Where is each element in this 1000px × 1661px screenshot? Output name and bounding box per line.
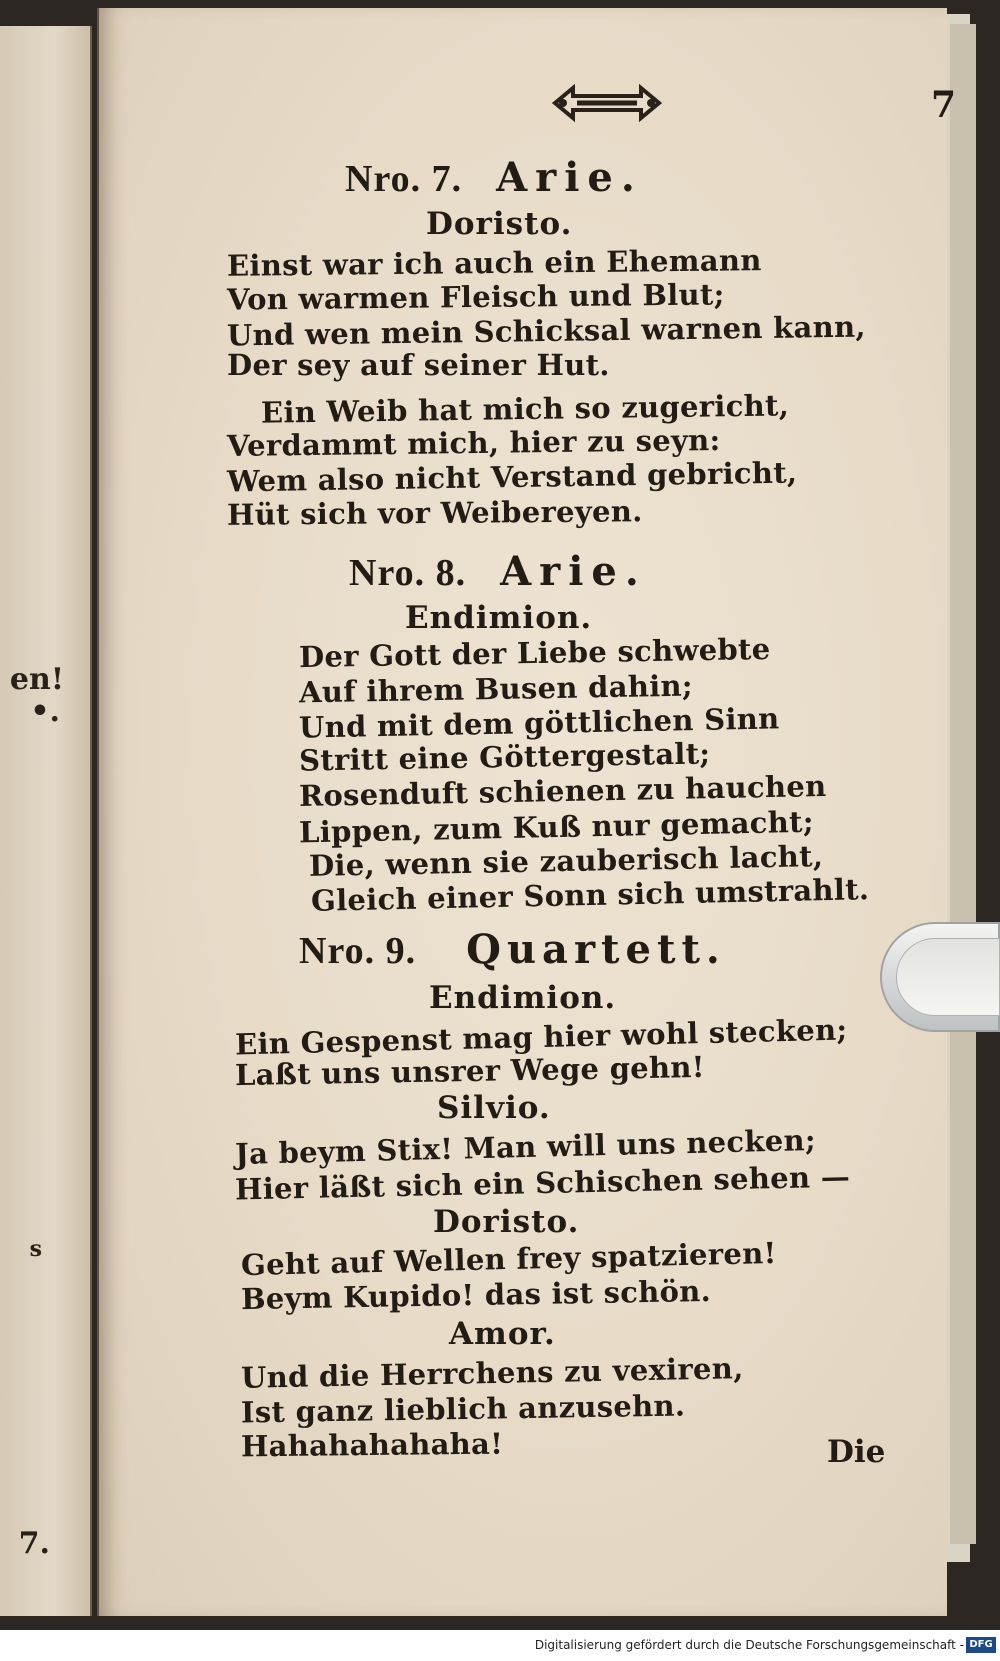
verse-line: Laßt uns unsrer Wege gehn!	[234, 1049, 706, 1093]
section-heading-nro8	[349, 548, 647, 595]
verse-line: Stritt eine Göttergestalt;	[298, 736, 711, 778]
verse-line: Hahahahahaha!	[240, 1426, 504, 1464]
left-page-fragment: s	[29, 1236, 42, 1262]
verse-line: Hier läßt sich ein Schischen sehen —	[234, 1159, 851, 1207]
left-page-fragment: 7.	[18, 1526, 50, 1561]
page-stack-edge	[950, 24, 976, 1544]
section-number: Nro. 7.	[345, 158, 463, 200]
footer-credit: Digitalisierung gefördert durch die Deutsche Forschungsgemeinschaft -	[534, 1638, 964, 1652]
verse-line: Ein Weib hat mich so zugericht,	[260, 388, 790, 430]
verse-line: Ist ganz lieblich anzusehn.	[240, 1388, 686, 1430]
verse-line: Gleich einer Sonn sich umstrahlt.	[310, 872, 870, 918]
bookmark-clip-inner	[896, 938, 1000, 1016]
verse-line: Der sey auf seiner Hut.	[227, 348, 610, 382]
section-kind: Arie.	[496, 154, 643, 201]
book-page	[97, 8, 957, 1616]
section-number: Nro. 8.	[349, 552, 467, 594]
verse-line: Von warmen Fleisch und Blut;	[226, 277, 725, 317]
speaker-name: Doristo.	[433, 1204, 580, 1240]
speaker-name: Endimion.	[429, 980, 617, 1016]
page-number: 7	[931, 84, 957, 126]
catchword: Die	[827, 1434, 886, 1470]
left-page-fragment: en!	[9, 662, 64, 697]
verse-line: Auf ihrem Busen dahin;	[298, 668, 694, 710]
verse-line: Ja beym Stix! Man will uns necken;	[234, 1122, 817, 1172]
verse-line: Hüt sich vor Weibereyen.	[226, 494, 643, 532]
section-number: Nro. 9.	[299, 930, 417, 972]
verse-line: Lippen, zum Kuß nur gemacht;	[298, 804, 815, 850]
speaker-name: Endimion.	[405, 600, 593, 636]
verse-line: Und wen mein Schicksal warnen kann,	[226, 309, 866, 353]
verse-line: Und die Herrchens zu vexiren,	[240, 1351, 744, 1395]
speaker-name: Silvio.	[437, 1090, 551, 1126]
dfg-logo: DFG	[966, 1637, 996, 1653]
verse-line: Einst war ich auch ein Ehemann	[226, 243, 762, 283]
verse-line: Der Gott der Liebe schwebte	[298, 631, 771, 675]
verse-line: Geht auf Wellen frey spatzieren!	[240, 1235, 777, 1283]
left-page-edge	[0, 26, 92, 1616]
left-page-fragment: •.	[30, 694, 60, 729]
speaker-name: Doristo.	[426, 206, 573, 242]
verse-line: Ein Gespenst mag hier wohl stecken;	[234, 1012, 848, 1062]
section-heading-nro7	[345, 154, 643, 201]
section-heading-nro9	[299, 926, 726, 973]
ornament-icon	[537, 80, 677, 126]
section-kind: Quartett.	[466, 926, 726, 973]
verse-line: Verdammt mich, hier zu seyn:	[226, 422, 721, 464]
section-kind: Arie.	[500, 548, 647, 595]
verse-line: Wem also nicht Verstand gebricht,	[226, 455, 798, 499]
verse-line: Und mit dem göttlichen Sinn	[298, 701, 780, 745]
speaker-name: Amor.	[449, 1316, 556, 1352]
verse-line: Die, wenn sie zauberisch lacht,	[308, 839, 824, 883]
verse-line: Rosenduft schienen zu hauchen	[298, 768, 827, 814]
verse-line: Beym Kupido! das ist schön.	[240, 1273, 712, 1317]
